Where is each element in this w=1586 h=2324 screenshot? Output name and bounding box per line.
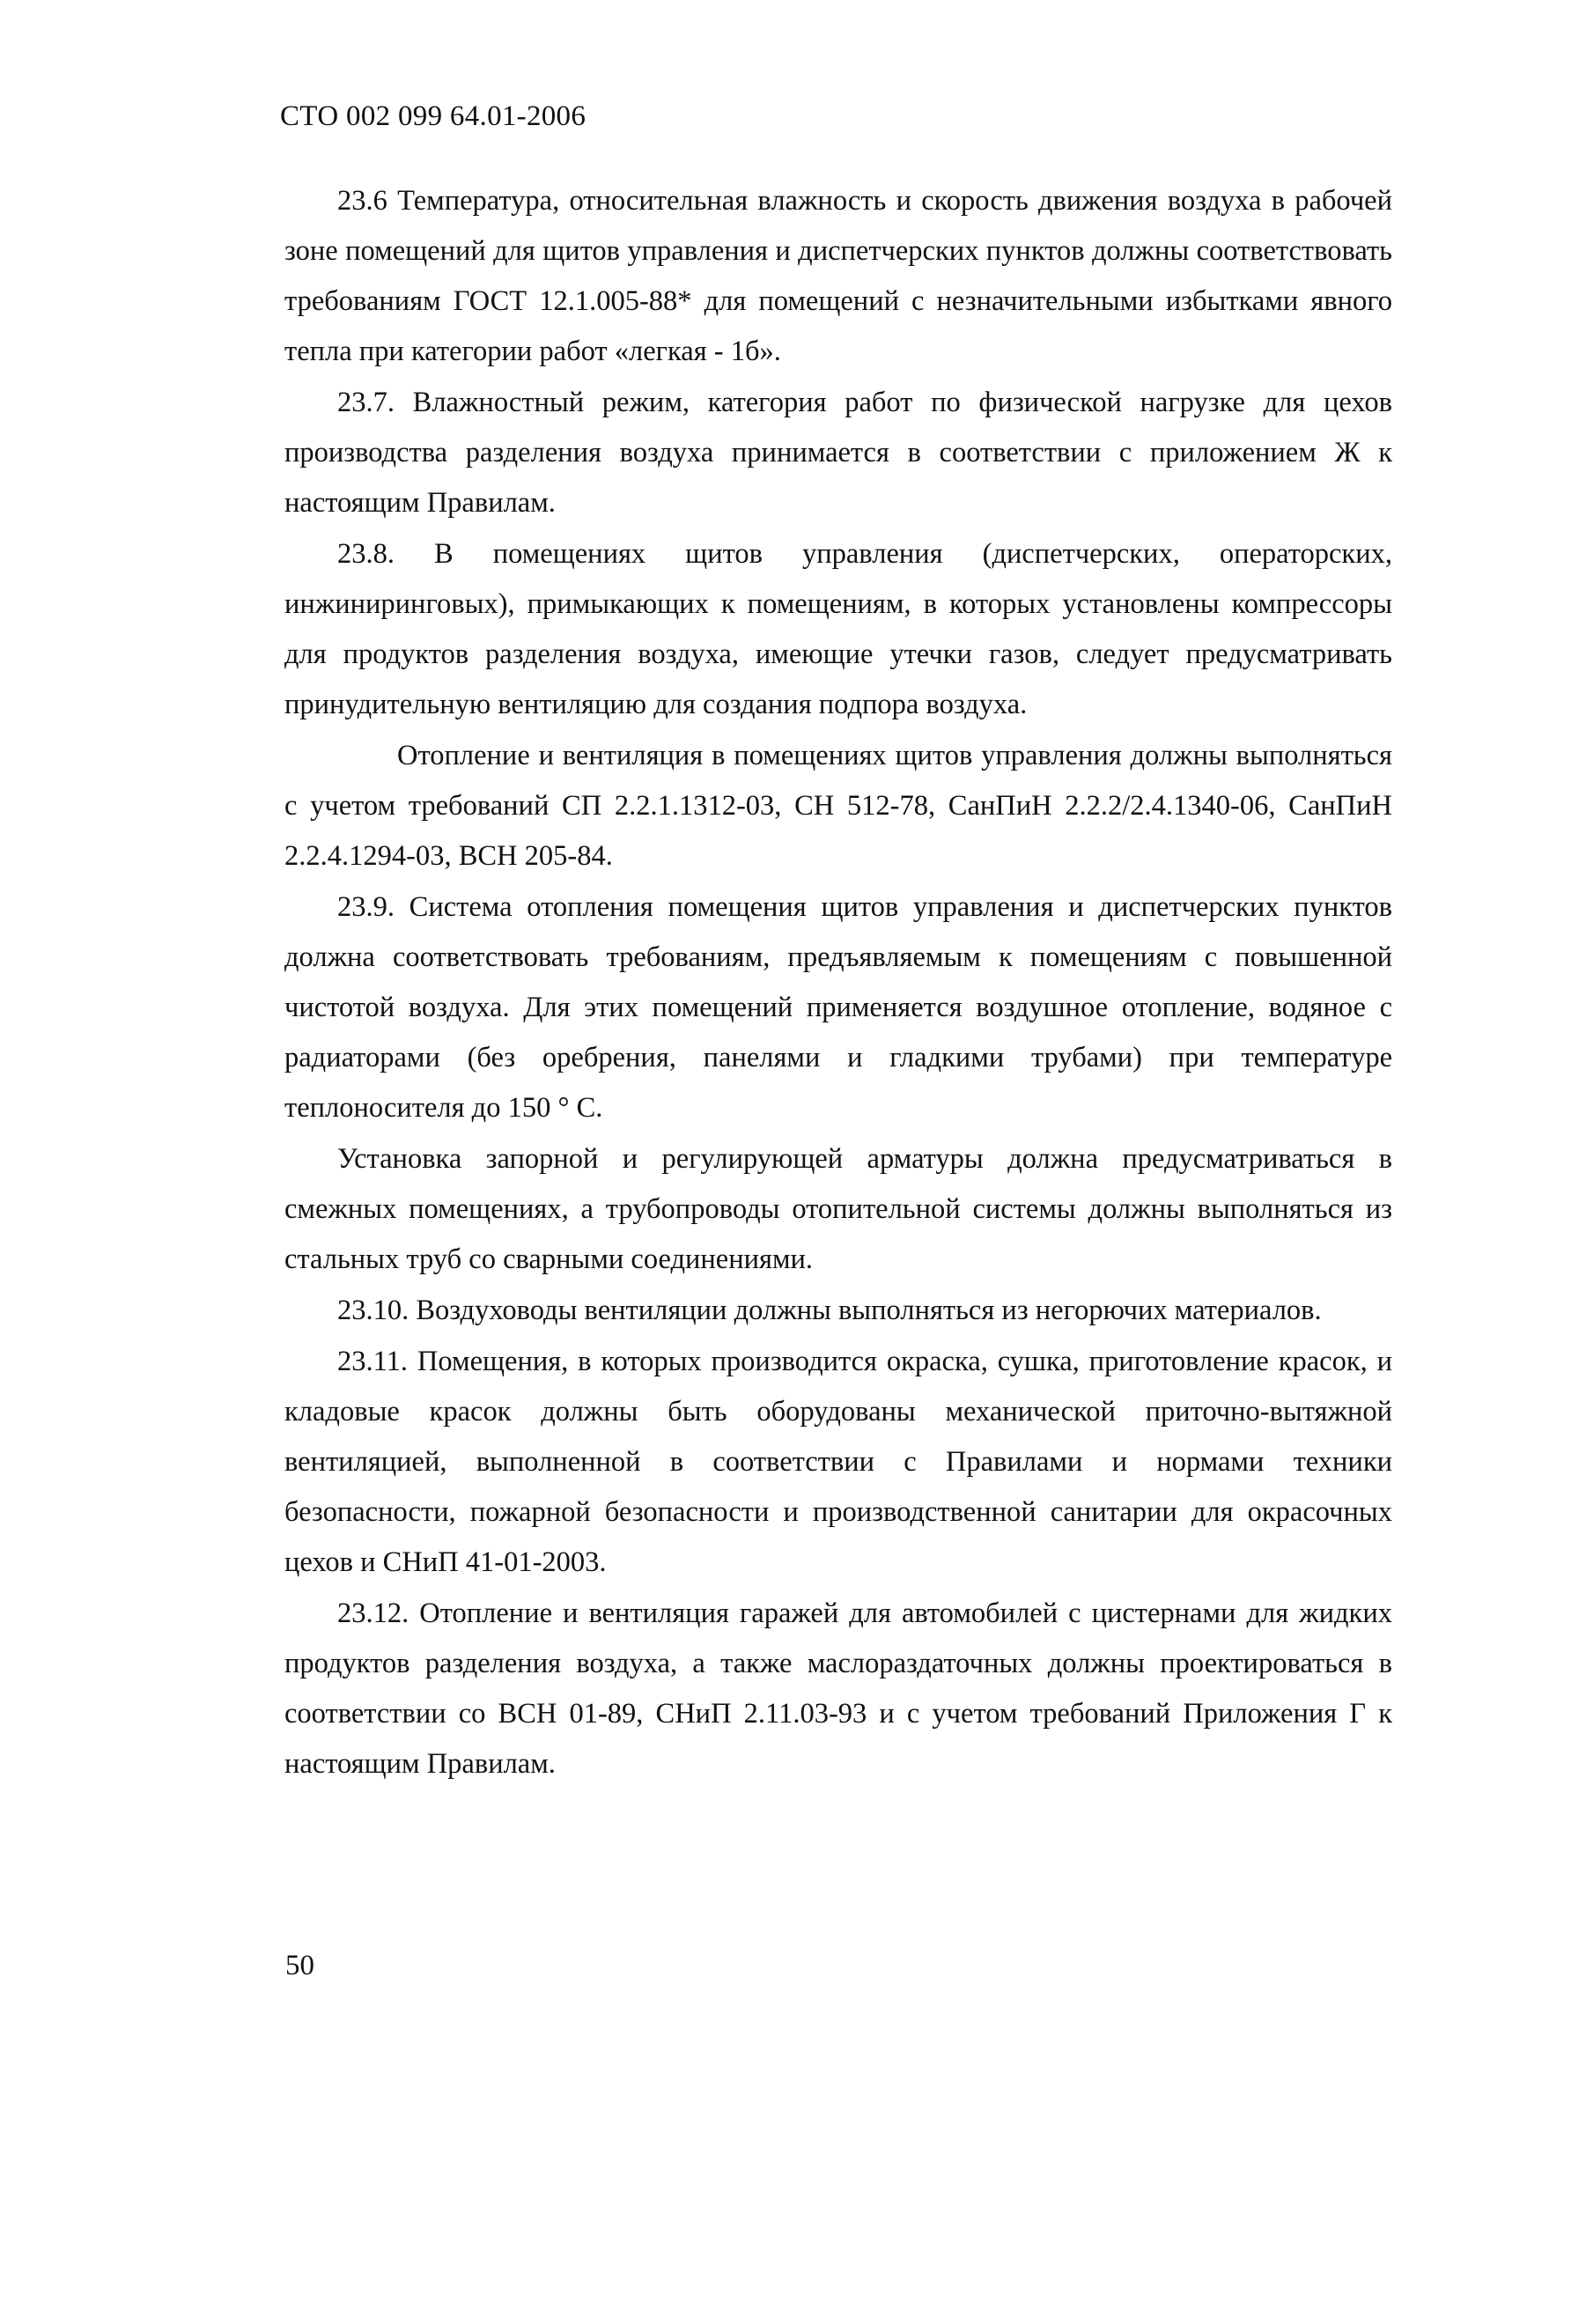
paragraph-23-9: 23.9. Система отопления помещения щитов управления и диспетчерских пунктов должна соответствовать требованиям, предъявляемым к помещениям с повышенной чистотой воздуха. Для этих помещений применяется воздушное отопление, водяное с радиаторами (без оребрения, панелями и гладкими трубами) при температуре теплоносителя до 150 ° С.: [284, 891, 1392, 1124]
paragraph-23-8: 23.8. В помещениях щитов управления (диспетчерских, операторских, инжиниринговых), примыкающих к помещениям, в которых установлены компрессоры для продуктов разделения воздуха, имеющие утечки газов, следует предусматривать принудительную вентиляцию для создания подпора воздуха.: [284, 538, 1392, 720]
paragraph-heating-ventilation: Отопление и вентиляция в помещениях щитов управления должны выполняться с учетом требований СП 2.2.1.1312-03, СН 512-78, СанПиН 2.2.2/2.4.1340-06, СанПиН 2.2.4.1294-03, ВСН 205-84.: [284, 740, 1392, 872]
document-code-header: СТО 002 099 64.01-2006: [280, 100, 586, 132]
paragraph-23-7: 23.7. Влажностный режим, категория работ по физической нагрузке для цехов производства разделения воздуха принимается в соответствии с приложением Ж к настоящим Правилам.: [284, 387, 1392, 519]
paragraph-23-11: 23.11. Помещения, в которых производится окраска, сушка, приготовление красок, и кладовые красок должны быть оборудованы механической приточно-вытяжной вентиляцией, выполненной в соответствии с Правилами и нормами техники безопасности, пожарной безопасности и производственной санитарии для окрасочных цехов и СНиП 41-01-2003.: [284, 1346, 1392, 1578]
paragraph-valves-installation: Установка запорной и регулирующей арматуры должна предусматриваться в смежных помещениях, а трубопроводы отопительной системы должны выполняться из стальных труб со сварными соединениями.: [284, 1143, 1392, 1275]
page-number: 50: [285, 1950, 314, 1981]
paragraph-23-10: 23.10. Воздуховоды вентиляции должны выполняться из негорючих материалов.: [337, 1295, 1322, 1326]
paragraph-23-12: 23.12. Отопление и вентиляция гаражей для автомобилей с цистернами для жидких продуктов разделения воздуха, а также маслораздаточных должны проектироваться в соответствии со ВСН 01-89, СНиП 2.11.03-93 и с учетом требований Приложения Г к настоящим Правилам.: [284, 1597, 1392, 1780]
document-body: [284, 176, 1392, 1790]
paragraph-23-6: 23.6 Температура, относительная влажность и скорость движения воздуха в рабочей зоне помещений для щитов управления и диспетчерских пунктов должны соответствовать требованиям ГОСТ 12.1.005-88* для помещений с незначительными избытками явного тепла при категории работ «легкая - 1б».: [284, 185, 1392, 367]
